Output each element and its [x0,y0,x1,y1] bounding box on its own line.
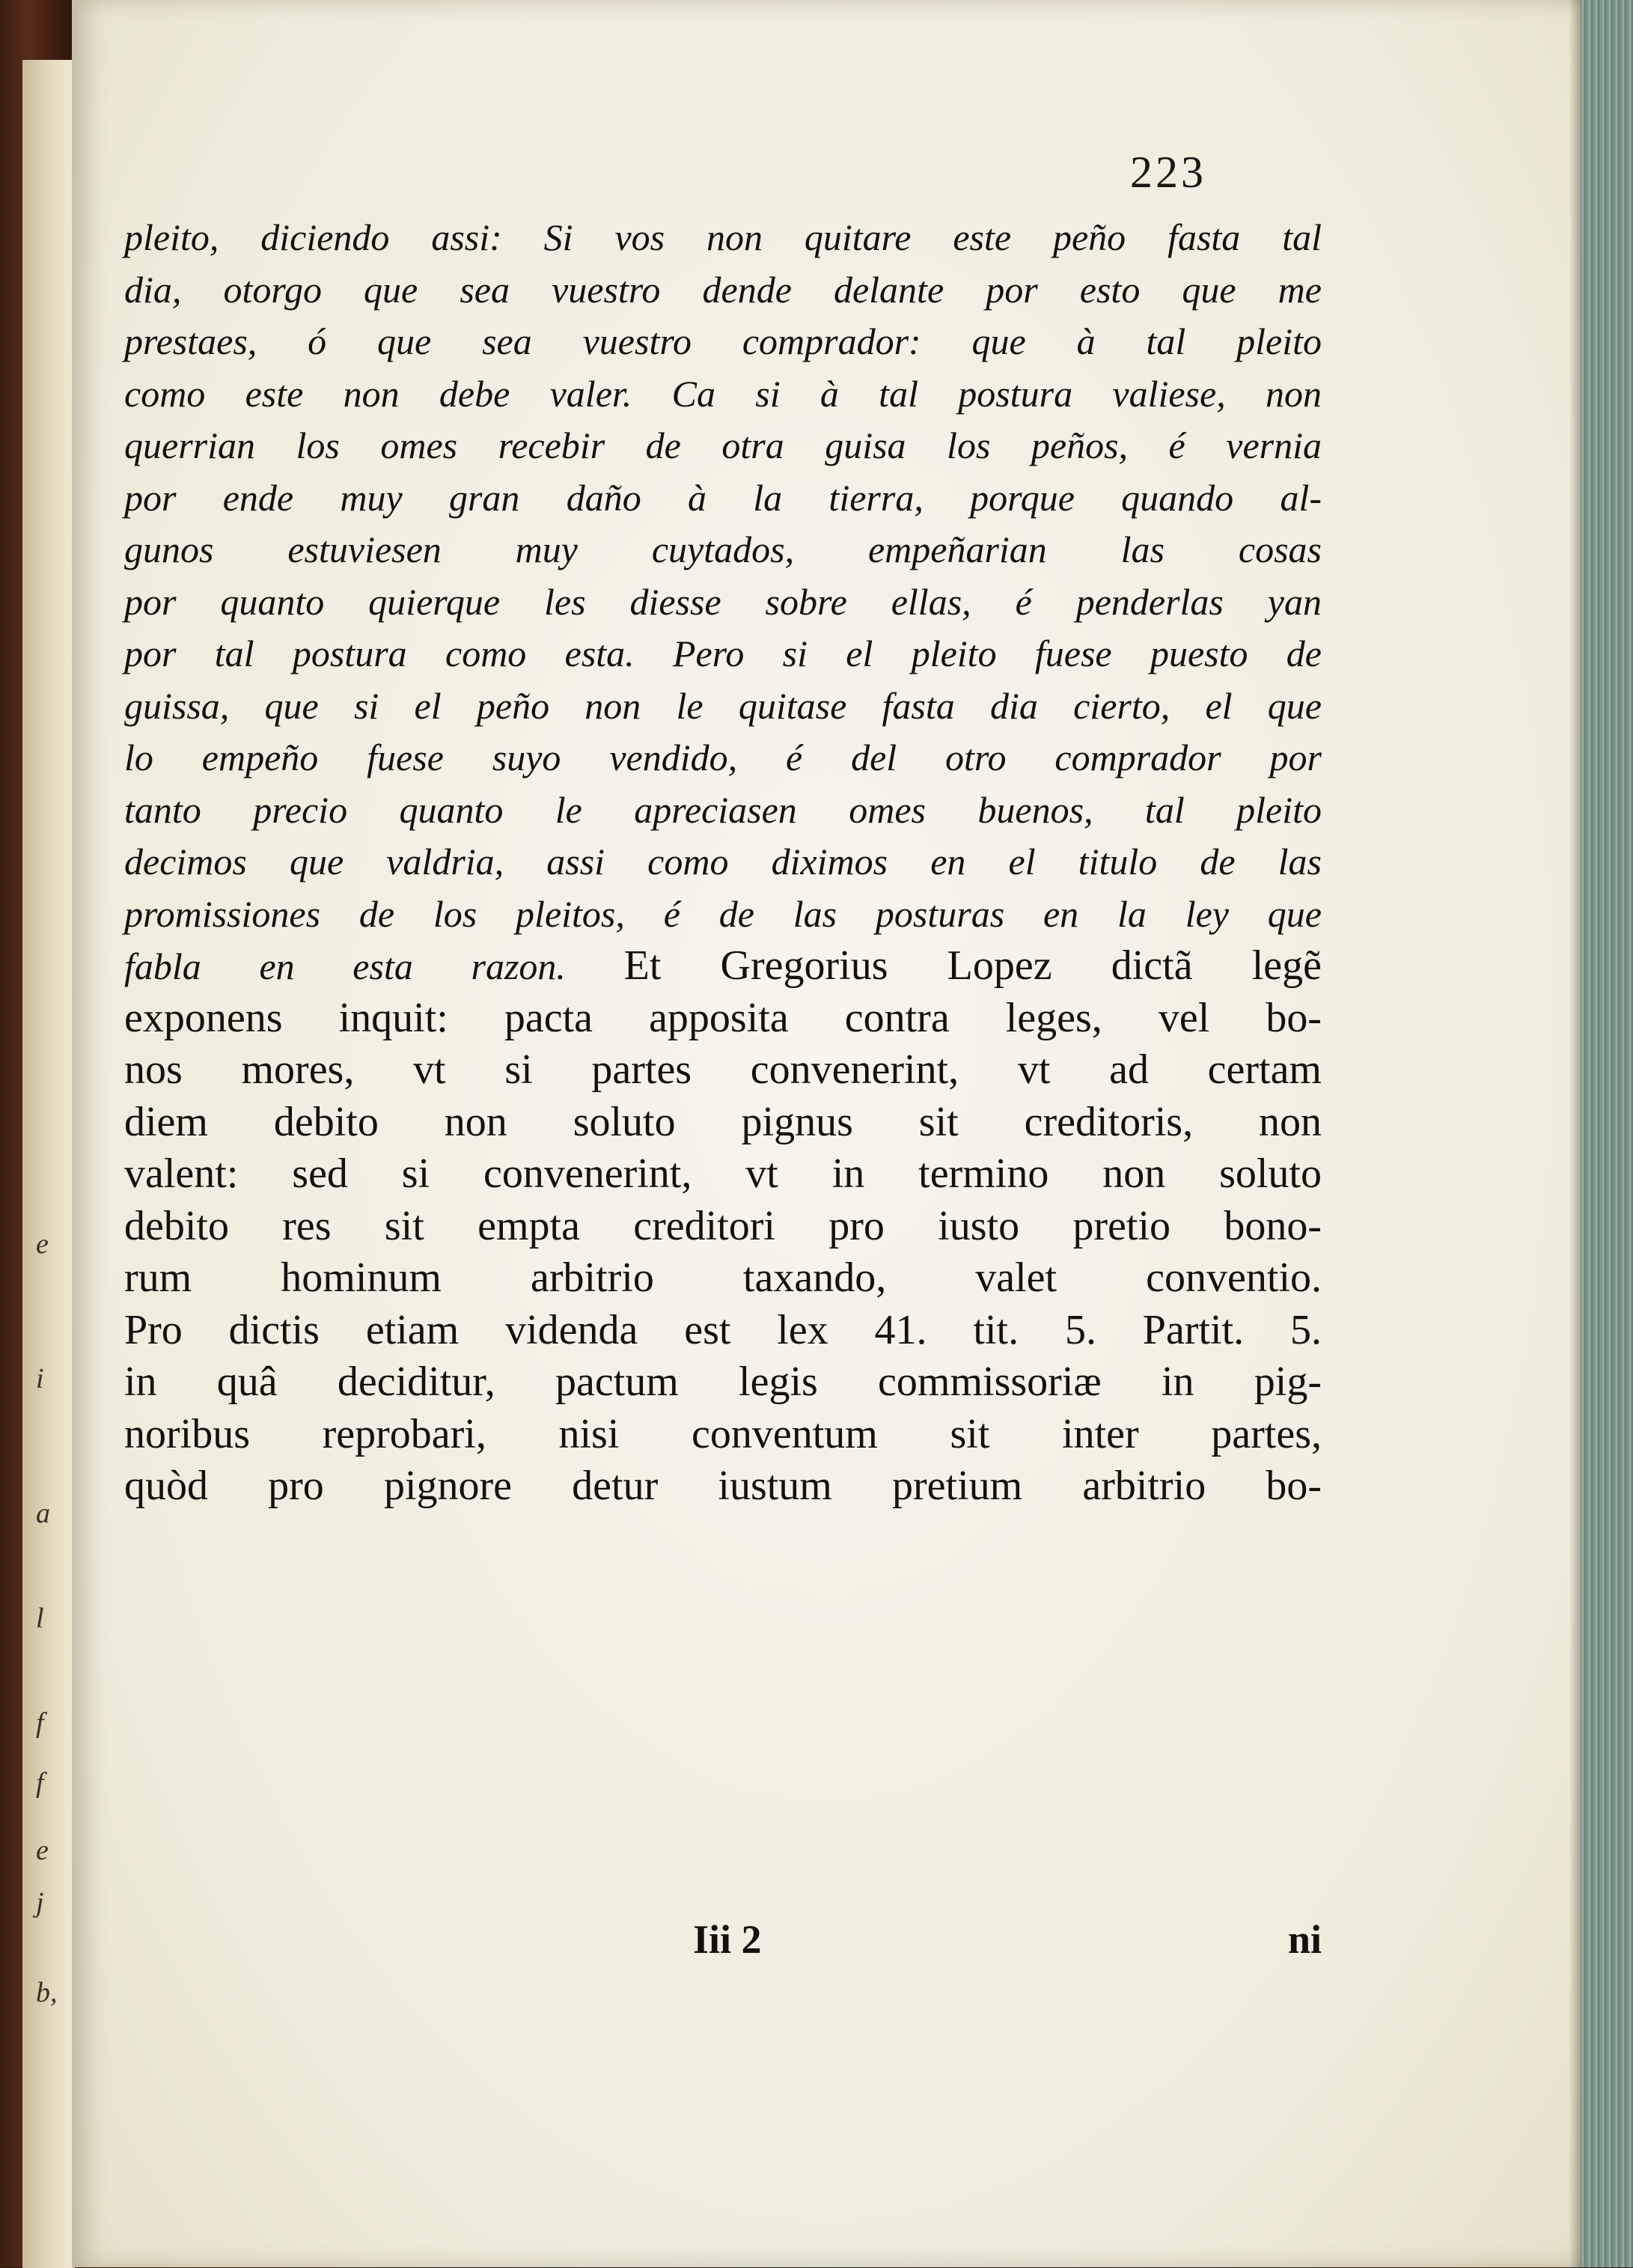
facing-fragment: e [36,1228,49,1260]
text-line: Pro dictis etiam videnda est lex 41. tit. 5. Partit. 5. [124,1306,1322,1353]
text-line: pleito, diciendo assi: Si vos non quitare este peño fasta tal [124,216,1322,258]
text-line: quòd pro pignore detur iustum pretium arbitrio bo- [124,1463,1322,1509]
italic-segment: fabla en esta razon. [124,945,566,987]
facing-fragment: l [36,1603,44,1634]
text-line: promissiones de los pleitos, é de las posturas en la ley que [124,892,1322,935]
text-line: guissa, que si el peño non le quitase fasta dia cierto, el que [124,684,1322,727]
text-line: valent: sed si convenerint, vt in termino non soluto [124,1150,1322,1197]
book-page [72,0,1581,2267]
catchword: ni [1287,1917,1322,1962]
text-line-mixed [124,940,1322,993]
facing-fragment: e [36,1835,49,1866]
facing-page-edge [22,60,75,2268]
facing-fragment: f [36,1767,44,1799]
text-line: por tal postura como esta. Pero si el pleito fuese puesto de [124,632,1322,674]
facing-fragment: a [36,1498,50,1529]
text-line: lo empeño fuese suyo vendido, é del otro comprador por [124,737,1322,778]
roman-segment: Et Gregorius Lopez dictã legẽ [623,942,1322,989]
text-line: debito res sit empta creditori pro iusto pretio bono- [124,1202,1322,1249]
text-line: noribus reprobari, nisi conventum sit inter partes, [124,1410,1322,1457]
text-block [124,212,1322,1513]
facing-fragment: i [36,1363,44,1394]
page-edges [1581,0,1633,2267]
facing-fragment: j [36,1887,44,1918]
text-line: nos mores, vt si partes convenerint, vt ad certam [124,1046,1322,1093]
text-line: exponens inquit: pacta apposita contra leges, vel bo- [124,994,1322,1041]
text-line: dia, otorgo que sea vuestro dende delante por esto que me [124,268,1322,311]
text-line: diem debito non soluto pignus sit creditoris, non [124,1098,1322,1145]
gutter-shadow [1569,0,1581,2267]
signature-mark: Iii 2 [693,1917,762,1962]
page-number: 223 [1130,147,1206,197]
text-line: como este non debe valer. Ca si à tal postura valiese, non [124,372,1322,415]
text-line: querrian los omes recebir de otra guisa los peños, é vernia [124,424,1322,466]
facing-fragment: b, [36,1977,58,2008]
text-line: tanto precio quanto le apreciasen omes buenos, tal pleito [124,788,1322,831]
text-line: por quanto quierque les diesse sobre ellas, é penderlas yan [124,580,1322,623]
text-line: decimos que valdria, assi como diximos en el titulo de las [124,841,1322,882]
text-line: prestaes, ó que sea vuestro comprador: que à tal pleito [124,320,1322,362]
text-line: gunos estuviesen muy cuytados, empeñarian las cosas [124,528,1322,570]
text-line: por ende muy gran daño à la tierra, porque quando al- [124,476,1322,519]
text-line: rum hominum arbitrio taxando, valet conventio. [124,1255,1322,1301]
text-line: in quâ deciditur, pactum legis commissoriæ in pig- [124,1359,1322,1405]
facing-fragment: f [36,1707,44,1739]
page-footer [124,1916,1322,1976]
